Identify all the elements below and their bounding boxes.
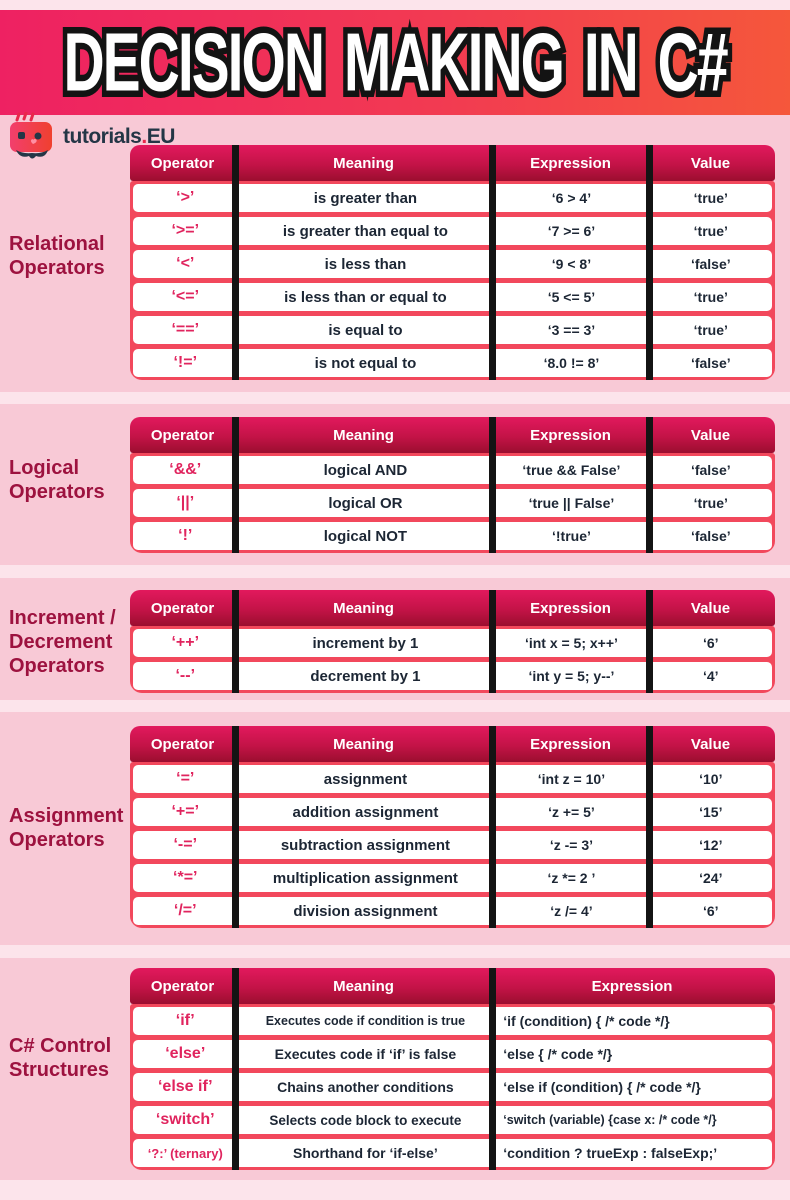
col-header-operator: Operator [150, 977, 215, 995]
value-cell: ‘12’ [699, 837, 723, 853]
col-header-value: Value [690, 426, 731, 444]
value-cell: ‘false’ [690, 528, 731, 544]
table-row [133, 283, 772, 311]
table-body [130, 626, 775, 693]
meaning-cell: Shorthand for ‘if-else’ [293, 1145, 438, 1161]
expression-cell: ‘true || False’ [528, 495, 615, 511]
table-body [130, 1004, 775, 1170]
meaning-cell: division assignment [293, 902, 438, 920]
col-header-expression: Expression [530, 426, 611, 444]
expression-cell: ‘3 == 3’ [547, 322, 596, 338]
expression-cell: ‘int z = 10’ [537, 771, 606, 787]
control-structures-table [130, 968, 775, 1170]
column-divider [232, 726, 239, 928]
operator-cell: ‘!=’ [173, 354, 198, 371]
section-label-logical [9, 456, 133, 504]
table-body [130, 453, 775, 553]
column-divider [232, 417, 239, 553]
table-row [133, 1073, 772, 1101]
column-divider [489, 726, 496, 928]
meaning-cell: logical NOT [323, 527, 408, 545]
meaning-cell: Executes code if ‘if’ is false [274, 1046, 457, 1062]
expression-cell: ‘z += 5’ [548, 804, 595, 820]
expression-cell: ‘z /= 4’ [550, 903, 593, 919]
operator-cell: ‘++’ [171, 634, 200, 651]
expression-cell: ‘z *= 2 ’ [547, 870, 596, 886]
value-cell: ‘true’ [693, 223, 728, 239]
operator-cell: ‘!’ [178, 527, 193, 544]
col-header-operator: Operator [150, 154, 215, 172]
meaning-cell: increment by 1 [312, 634, 419, 652]
expression-cell: ‘6 > 4’ [551, 190, 592, 206]
col-header-expression: Expression [591, 977, 673, 995]
column-divider [232, 968, 239, 1170]
meaning-cell: multiplication assignment [272, 869, 458, 887]
expression-cell: ‘z -= 3’ [549, 837, 594, 853]
col-header-value: Value [690, 154, 731, 172]
table-header [130, 968, 775, 1004]
label-line: Decrement [9, 631, 113, 653]
table-row [133, 316, 772, 344]
meaning-cell: decrement by 1 [310, 667, 421, 685]
table-row [133, 1139, 772, 1167]
col-header-meaning: Meaning [333, 977, 394, 995]
meaning-cell: Chains another conditions [277, 1079, 454, 1095]
label-line: Relational [9, 233, 105, 255]
meaning-cell: Selects code block to execute [269, 1112, 462, 1128]
value-cell: ‘15’ [699, 804, 723, 820]
expression-cell: ‘true && False’ [522, 462, 621, 478]
column-divider [489, 145, 496, 380]
meaning-cell: is not equal to [314, 354, 417, 372]
operator-cell: ‘?:’ (ternary) [147, 1145, 223, 1161]
operator-cell: ‘&&’ [169, 461, 202, 478]
expression-cell: ‘7 >= 6’ [547, 223, 596, 239]
col-header-operator: Operator [150, 426, 215, 444]
operator-cell: ‘/=’ [173, 902, 197, 919]
label-line: Operators [9, 481, 105, 503]
operator-cell: ‘*=’ [173, 869, 198, 886]
meaning-cell: is greater than [313, 189, 418, 207]
meaning-cell: addition assignment [292, 803, 439, 821]
value-cell: ‘false’ [690, 256, 731, 272]
value-cell: ‘6’ [703, 635, 719, 651]
label-line: Operators [9, 655, 105, 677]
operator-cell: ‘=’ [176, 770, 195, 787]
brand-name [63, 125, 175, 149]
operator-cell: ‘>’ [176, 189, 195, 206]
table-row [133, 1007, 772, 1035]
operator-cell: ‘switch’ [155, 1111, 215, 1128]
operator-cell: ‘>=’ [171, 222, 200, 239]
col-header-meaning: Meaning [333, 735, 394, 753]
meaning-cell: is less than [324, 255, 407, 273]
brand-logo [8, 112, 175, 162]
table-header [130, 417, 775, 453]
col-header-value: Value [690, 599, 731, 617]
meaning-cell: assignment [323, 770, 408, 788]
col-header-meaning: Meaning [333, 599, 394, 617]
value-cell: ‘10’ [699, 771, 723, 787]
table-row [133, 1106, 772, 1134]
column-divider [232, 145, 239, 380]
table-header [130, 145, 775, 181]
meaning-cell: logical OR [328, 494, 403, 512]
table-header [130, 590, 775, 626]
assignment-operators-table [130, 726, 775, 928]
operator-cell: ‘<’ [176, 255, 195, 272]
table-row [133, 831, 772, 859]
value-cell: ‘24’ [699, 870, 723, 886]
table-row [133, 798, 772, 826]
relational-operators-table [130, 145, 775, 380]
label-line: Operators [9, 257, 105, 279]
meaning-cell: logical AND [323, 461, 408, 479]
operator-cell: ‘==’ [171, 321, 200, 338]
operator-cell: ‘else’ [165, 1045, 206, 1062]
table-row [133, 897, 772, 925]
brand-dot: . [141, 125, 147, 148]
section-label-increment [9, 606, 133, 678]
value-cell: ‘false’ [690, 462, 731, 478]
expression-cell: ‘switch (variable) {case x: /* code */} [503, 1113, 717, 1127]
label-line: Structures [9, 1059, 110, 1081]
table-header [130, 726, 775, 762]
section-label-relational [9, 232, 133, 280]
col-header-meaning: Meaning [333, 154, 394, 172]
col-header-expression: Expression [530, 599, 611, 617]
expression-cell: ‘if (condition) { /* code */} [503, 1013, 670, 1029]
value-cell: ‘true’ [693, 289, 728, 305]
label-line: Increment / [9, 607, 116, 629]
value-cell: ‘4’ [703, 668, 719, 684]
table-row [133, 184, 772, 212]
column-divider [646, 590, 653, 693]
column-divider [646, 417, 653, 553]
expression-cell: ‘int y = 5; y--’ [528, 668, 615, 684]
expression-cell: ‘!true’ [552, 528, 591, 544]
expression-cell: ‘8.0 != 8’ [543, 355, 600, 371]
label-line: Operators [9, 829, 105, 851]
table-row [133, 864, 772, 892]
brand-name-right: EU [146, 125, 175, 148]
col-header-value: Value [690, 735, 731, 753]
table-row [133, 1040, 772, 1068]
table-row [133, 217, 772, 245]
table-body [130, 181, 775, 380]
operator-cell: ‘--’ [175, 667, 196, 684]
meaning-cell: is less than or equal to [284, 288, 447, 306]
column-divider [232, 590, 239, 693]
col-header-meaning: Meaning [333, 426, 394, 444]
label-line: Assignment [9, 805, 124, 827]
section-label-assignment [9, 804, 133, 852]
table-row [133, 629, 772, 657]
expression-cell: ‘int x = 5; x++’ [524, 635, 618, 651]
table-row [133, 489, 772, 517]
operator-cell: ‘||’ [176, 494, 195, 511]
meaning-cell: is equal to [328, 321, 403, 339]
table-row [133, 250, 772, 278]
column-divider [646, 726, 653, 928]
operator-cell: ‘else if’ [157, 1078, 213, 1095]
table-body [130, 762, 775, 928]
expression-cell: ‘9 < 8’ [551, 256, 592, 272]
robot-logo-icon [8, 112, 56, 162]
column-divider [489, 968, 496, 1170]
operator-cell: ‘<=’ [171, 288, 200, 305]
section-label-control [9, 1034, 133, 1082]
value-cell: ‘true’ [693, 322, 728, 338]
value-cell: ‘true’ [693, 495, 728, 511]
table-row [133, 349, 772, 377]
expression-cell: ‘condition ? trueExp : falseExp;’ [503, 1145, 718, 1161]
label-line: Logical [9, 457, 80, 479]
value-cell: ‘6’ [703, 903, 719, 919]
value-cell: ‘false’ [690, 355, 731, 371]
col-header-expression: Expression [530, 735, 611, 753]
expression-cell: ‘5 <= 5’ [547, 289, 596, 305]
column-divider [646, 145, 653, 380]
increment-decrement-table [130, 590, 775, 693]
col-header-operator: Operator [150, 599, 215, 617]
operator-cell: ‘+=’ [171, 803, 200, 820]
label-line: C# Control [9, 1035, 112, 1057]
table-row [133, 456, 772, 484]
expression-cell: ‘else { /* code */} [503, 1046, 613, 1062]
page-title: DECISION MAKING IN C# DECISION MAKING IN C# [63, 15, 726, 111]
table-row [133, 765, 772, 793]
col-header-expression: Expression [530, 154, 611, 172]
table-row [133, 662, 772, 690]
table-row [133, 522, 772, 550]
column-divider [489, 417, 496, 553]
meaning-cell: subtraction assignment [280, 836, 451, 854]
operator-cell: ‘-=’ [173, 836, 198, 853]
title-banner [0, 10, 790, 115]
brand-name-left: tutorials [63, 125, 142, 148]
expression-cell: ‘else if (condition) { /* code */} [503, 1079, 701, 1095]
value-cell: ‘true’ [693, 190, 728, 206]
meaning-cell: is greater than equal to [282, 222, 448, 240]
operator-cell: ‘if’ [175, 1012, 195, 1029]
column-divider [489, 590, 496, 693]
logical-operators-table [130, 417, 775, 553]
meaning-cell: Executes code if condition is true [265, 1014, 466, 1028]
col-header-operator: Operator [150, 735, 215, 753]
